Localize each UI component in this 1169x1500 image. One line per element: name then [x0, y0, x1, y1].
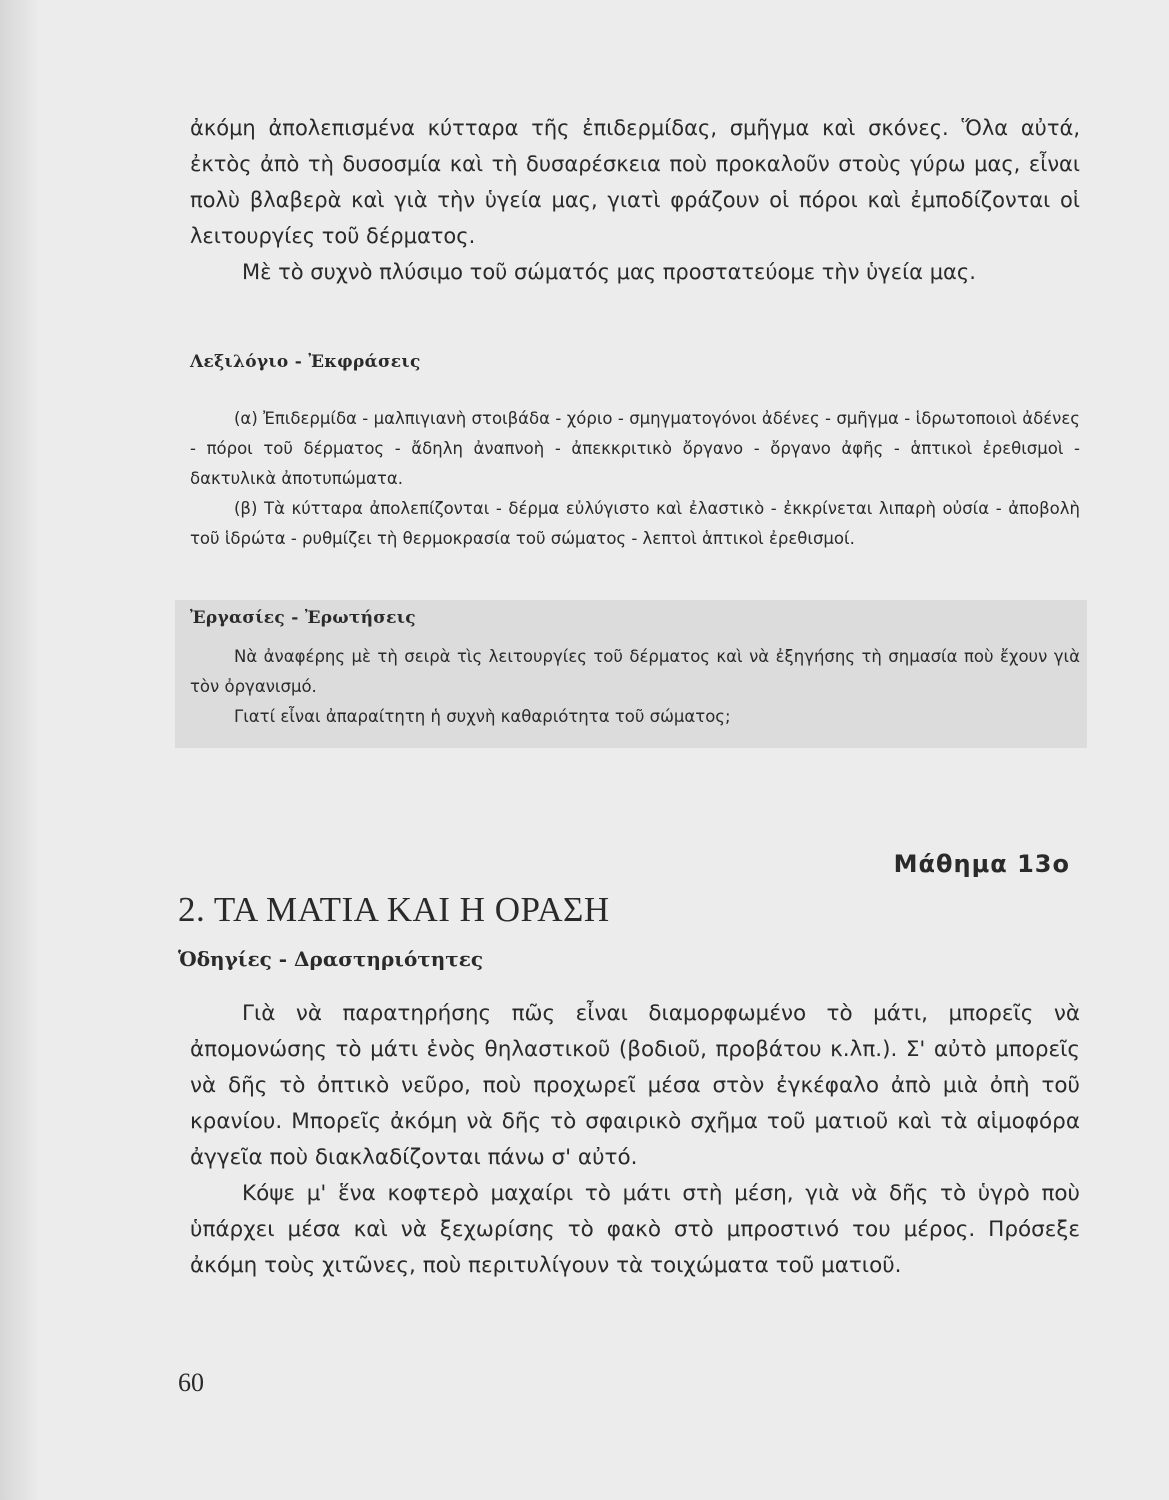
vocabulary-list-a: (α) Ἐπιδερμίδα - μαλπιγιανὴ στοιβάδα - χόριο - σμηγματογόνοι ἀδένες - σμῆγμα - ἱδρωτοποιοὶ ἀδένες - πόροι τοῦ δέρματος - ἄδηλη ἀναπνοὴ - ἀπεκκριτικὸ ὄργανο - ὄργανο ἀφῆς - ἁπτικοὶ ἐρεθισμοὶ - δακτυλικὰ ἀποτυπώματα. [190, 409, 1080, 488]
chapter-body [190, 996, 1080, 1284]
chapter-title: 2. ΤΑ ΜΑΤΙΑ ΚΑΙ Η ΟΡΑΣΗ [178, 890, 610, 929]
binding-shadow [0, 0, 40, 1500]
page-number: 60 [178, 1368, 204, 1397]
task-question-1: Νὰ ἀναφέρης μὲ τὴ σειρὰ τὶς λειτουργίες τοῦ δέρματος καὶ νὰ ἐξηγήσης τὴ σημασία ποὺ ἔχουν γιὰ τὸν ὀργανισμό. [190, 647, 1080, 696]
vocabulary-list-b: (β) Τὰ κύτταρα ἀπολεπίζονται - δέρμα εὐλύγιστο καὶ ἐλαστικὸ - ἐκκρίνεται λιπαρὴ οὐσία - ἀποβολὴ τοῦ ἱδρώτα - ρυθμίζει τὴ θερμοκρασία τοῦ σώματος - λεπτοὶ ἁπτικοὶ ἐρεθισμοί. [190, 499, 1080, 548]
tasks-section [190, 608, 1080, 732]
chapter-paragraph-1: Γιὰ νὰ παρατηρήσης πῶς εἶναι διαμορφωμένο τὸ μάτι, μπορεῖς νὰ ἀπομονώσης τὸ μάτι ἑνὸς θηλαστικοῦ (βοδιοῦ, προβάτου κ.λπ.). Σ' αὐτὸ μπορεῖς νὰ δῆς τὸ ὀπτικὸ νεῦρο, ποὺ προχωρεῖ μέσα στὸν ἐγκέφαλο ἀπὸ μιὰ ὀπὴ τοῦ κρανίου. Μπορεῖς ἀκόμη νὰ δῆς τὸ σφαιρικὸ σχῆμα τοῦ ματιοῦ καὶ τὰ αἱμοφόρα ἀγγεῖα ποὺ διακλαδίζονται πάνω σ' αὐτό. [190, 1001, 1080, 1170]
lesson-number: Μάθημα 13ο [893, 850, 1070, 878]
intro-text [190, 110, 1080, 290]
task-question-2: Γιατί εἶναι ἀπαραίτητη ἡ συχνὴ καθαριότητα τοῦ σώματος; [234, 707, 731, 726]
tasks-heading: Ἐργασίες - Ἐρωτήσεις [190, 608, 416, 628]
intro-paragraph-1: ἀκόμη ἀπολεπισμένα κύτταρα τῆς ἐπιδερμίδας, σμῆγμα καὶ σκόνες. Ὅλα αὐτά, ἐκτὸς ἀπὸ τὴ δυσοσμία καὶ τὴ δυσαρέσκεια ποὺ προκαλοῦν στοὺς γύρω μας, εἶναι πολὺ βλαβερὰ καὶ γιὰ τὴν ὑγεία μας, γιατὶ φράζουν οἱ πόροι καὶ ἐμποδίζονται οἱ λειτουργίες τοῦ δέρματος. [190, 116, 1080, 248]
chapter-paragraph-2: Κόψε μ' ἕνα κοφτερὸ μαχαίρι τὸ μάτι στὴ μέση, γιὰ νὰ δῆς τὸ ὑγρὸ ποὺ ὑπάρχει μέσα καὶ νὰ ξεχωρίσης τὸ φακὸ στὸ μπροστινό του μέρος. Πρόσεξε ἀκόμη τοὺς χιτῶνες, ποὺ περιτυλίγουν τὰ τοιχώματα τοῦ ματιοῦ. [190, 1181, 1080, 1278]
vocabulary-section [190, 352, 1080, 554]
intro-paragraph-2: Μὲ τὸ συχνὸ πλύσιμο τοῦ σώματός μας προστατεύομε τὴν ὑγεία μας. [242, 260, 976, 284]
activities-heading: Ὁδηγίες - Δραστηριότητες [178, 947, 484, 971]
vocabulary-heading: Λεξιλόγιο - Ἐκφράσεις [190, 352, 421, 372]
